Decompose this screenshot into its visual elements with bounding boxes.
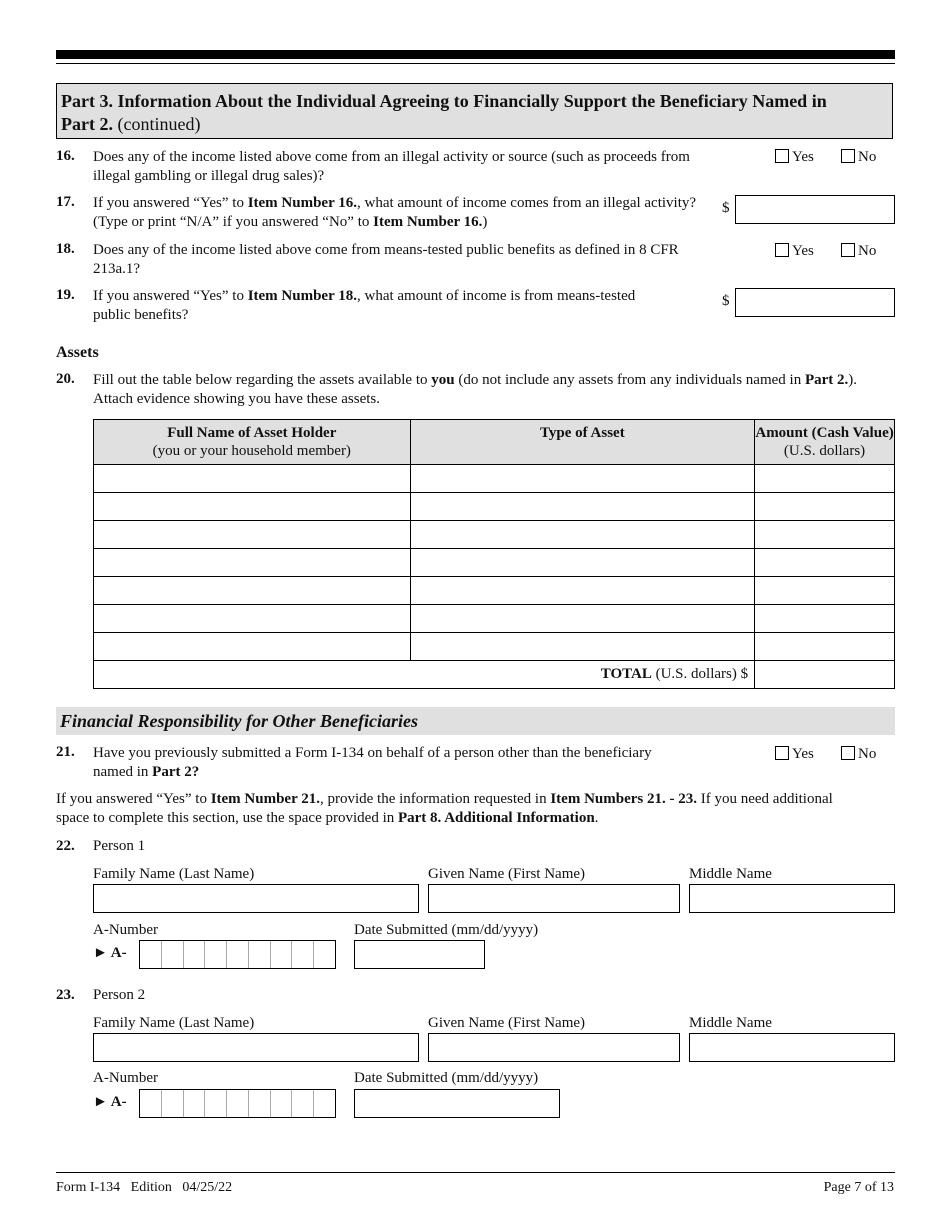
q18-no-checkbox[interactable] [841,243,876,260]
q20-text-c: ). [848,372,858,388]
p2-date-input[interactable] [354,1089,560,1118]
asset-amount-cell[interactable] [755,549,895,577]
q21-text-a: named in [93,764,153,780]
part-continued: (continued) [112,114,201,134]
asset-type-cell[interactable] [410,605,755,633]
note-h: . [594,810,599,826]
q20-text-b: (do not include any assets from any individuals named in [454,372,805,388]
table-row [94,577,895,605]
q19-number: 19. [56,287,75,303]
part-header [56,83,893,139]
col-asset-holder-title: Full Name of Asset Holder [167,425,337,441]
p1-family-name-input[interactable] [93,884,419,913]
digit-box[interactable] [162,941,184,968]
footer-rule [56,1172,895,1173]
p1-middle-name-label: Middle Name [689,866,772,882]
q20-text [93,371,903,409]
q18-line1: Does any of the income listed above come from means-tested public benefits as defined in 8 CFR [93,242,679,258]
p2-given-name-label: Given Name (First Name) [428,1015,586,1031]
table-row [94,549,895,577]
q22-label: Person 1 [93,838,146,854]
digit-box[interactable] [249,941,271,968]
top-rule-thin [56,63,895,64]
q21-yes-checkbox[interactable] [775,746,814,763]
q21-ref: Part 2? [152,764,200,780]
q16-yes-checkbox[interactable] [775,149,814,166]
digit-box[interactable] [314,941,335,968]
asset-amount-cell[interactable] [755,577,895,605]
col-asset-amount-title: Amount (Cash Value) [755,425,894,441]
note-e: If you need additional [697,791,833,807]
assets-total-input[interactable] [755,661,895,689]
q18-number: 18. [56,241,75,257]
note-g: Part 8. Additional Information [397,810,595,826]
footer-form-edition: Form I-134 Edition 04/25/22 [56,1180,233,1195]
q17-ref-b: Item Number 16. [373,214,483,230]
q17-ref-a: Item Number 16. [247,195,357,211]
p1-family-name-label: Family Name (Last Name) [93,866,255,882]
digit-box[interactable] [292,1090,314,1117]
p1-date-input[interactable] [354,940,485,969]
part-title: Part 3. Information About the Individual Agreeing to Financially Support the Beneficiary Named in [61,91,827,111]
q18-line2: 213a.1? [93,261,141,277]
other-beneficiaries-heading: Financial Responsibility for Other Beneficiaries [56,707,895,735]
q16-text [93,148,723,186]
q20-line2: Attach evidence showing you have these assets. [93,391,380,407]
q21-number: 21. [56,744,75,760]
no-label: No [858,243,877,259]
yes-label: Yes [792,746,814,762]
checkbox-box[interactable] [841,243,855,257]
asset-holder-cell[interactable] [94,465,411,493]
asset-holder-cell[interactable] [94,633,411,661]
q19-line2: public benefits? [93,307,189,323]
q16-line2: illegal gambling or illegal drug sales)? [93,168,325,184]
checkbox-box[interactable] [841,746,855,760]
asset-type-cell[interactable] [410,633,755,661]
asset-holder-cell[interactable] [94,577,411,605]
p2-middle-name-input[interactable] [689,1033,895,1062]
col-asset-type-title: Type of Asset [539,425,625,441]
digit-box[interactable] [162,1090,184,1117]
q20-bold-you: you [431,372,455,388]
q20-number: 20. [56,371,75,387]
assets-table-header [94,420,895,465]
q21-no-checkbox[interactable] [841,746,876,763]
q17-text-c: (Type or print “N/A” if you answered “No” to [93,214,374,230]
col-asset-holder-sub: (you or your household member) [152,443,351,459]
p1-a-prefix: ► A- [93,945,127,961]
q17-text-b: , what amount of income comes from an illegal activity? [356,195,697,211]
p2-date-label: Date Submitted (mm/dd/yyyy) [354,1070,539,1086]
q16-line1: Does any of the income listed above come from an illegal activity or source (such as proceeds from [93,149,690,165]
digit-box[interactable] [140,941,162,968]
no-label: No [858,746,877,762]
asset-type-cell[interactable] [410,465,755,493]
q17-dollar-sign: $ [722,200,730,216]
col-asset-amount-sub: (U.S. dollars) [783,443,866,459]
footer-page-number: Page 7 of 13 [823,1180,894,1195]
digit-box[interactable] [227,1090,249,1117]
q17-number: 17. [56,194,75,210]
p1-a-number-input[interactable] [139,940,336,969]
q17-text [93,194,723,232]
q22-number: 22. [56,838,75,854]
q18-yes-checkbox[interactable] [775,243,814,260]
asset-amount-cell[interactable] [755,493,895,521]
asset-type-cell[interactable] [410,549,755,577]
p2-middle-name-label: Middle Name [689,1015,772,1031]
no-label: No [858,149,877,165]
assets-table [93,419,895,689]
digit-box[interactable] [205,941,227,968]
p1-middle-name-input[interactable] [689,884,895,913]
table-row [94,633,895,661]
digit-box[interactable] [140,1090,162,1117]
q21-line1: Have you previously submitted a Form I-134 on behalf of a person other than the beneficiary [93,745,652,761]
q17-text-a: If you answered “Yes” to [93,195,248,211]
asset-holder-cell[interactable] [94,605,411,633]
digit-box[interactable] [271,941,293,968]
assets-heading: Assets [56,344,99,361]
asset-amount-cell[interactable] [755,465,895,493]
p1-a-number-label: A-Number [93,922,158,938]
q16-no-checkbox[interactable] [841,149,876,166]
p2-family-name-label: Family Name (Last Name) [93,1015,255,1031]
note-f: space to complete this section, use the space provided in [56,810,398,826]
digit-box[interactable] [314,1090,335,1117]
yes-label: Yes [792,149,814,165]
asset-holder-cell[interactable] [94,521,411,549]
table-row [94,493,895,521]
instruction-note [56,790,896,828]
digit-box[interactable] [205,1090,227,1117]
q20-ref: Part 2. [804,372,849,388]
digit-box[interactable] [292,941,314,968]
checkbox-box[interactable] [841,149,855,163]
col-asset-type [410,420,755,465]
asset-amount-cell[interactable] [755,605,895,633]
q18-text [93,241,723,279]
digit-box[interactable] [227,941,249,968]
asset-type-cell[interactable] [410,493,755,521]
q16-number: 16. [56,148,75,164]
table-row [94,605,895,633]
q20-text-a: Fill out the table below regarding the assets available to [93,372,432,388]
yes-label: Yes [792,243,814,259]
p2-given-name-input[interactable] [428,1033,680,1062]
p1-date-label: Date Submitted (mm/dd/yyyy) [354,922,539,938]
q19-dollar-sign: $ [722,293,730,309]
table-row [94,465,895,493]
total-bold: TOTAL [600,666,652,682]
total-rest: (U.S. dollars) $ [651,666,749,682]
q23-label: Person 2 [93,987,146,1003]
top-rule-thick [56,50,895,59]
q23-number: 23. [56,987,75,1003]
digit-box[interactable] [271,1090,293,1117]
asset-holder-cell[interactable] [94,493,411,521]
table-row [94,521,895,549]
assets-total-label [94,661,755,689]
digit-box[interactable] [249,1090,271,1117]
assets-total-row [94,661,895,689]
asset-type-cell[interactable] [410,521,755,549]
checkbox-box[interactable] [775,746,789,760]
note-d: Item Numbers 21. - 23. [550,791,697,807]
p1-given-name-input[interactable] [428,884,680,913]
q17-text-d: ) [482,214,488,230]
p1-given-name-label: Given Name (First Name) [428,866,586,882]
p2-a-prefix: ► A- [93,1094,127,1110]
part-title-ref: Part 2. [61,114,113,134]
col-asset-amount [755,420,895,465]
q19-text-a: If you answered “Yes” to [93,288,248,304]
p2-family-name-input[interactable] [93,1033,419,1062]
asset-type-cell[interactable] [410,577,755,605]
p2-a-number-label: A-Number [93,1070,158,1086]
note-c: , provide the information requested in [319,791,551,807]
q19-ref: Item Number 18. [247,288,357,304]
checkbox-box[interactable] [775,243,789,257]
q17-amount-input[interactable] [735,195,895,224]
q21-text [93,744,723,782]
p2-a-number-input[interactable] [139,1089,336,1118]
q19-amount-input[interactable] [735,288,895,317]
q19-text-b: , what amount of income is from means-tested [356,288,636,304]
note-a: If you answered “Yes” to [56,791,211,807]
checkbox-box[interactable] [775,149,789,163]
asset-amount-cell[interactable] [755,633,895,661]
asset-holder-cell[interactable] [94,549,411,577]
asset-amount-cell[interactable] [755,521,895,549]
q19-text [93,287,713,325]
col-asset-holder [94,420,411,465]
note-b: Item Number 21. [210,791,320,807]
digit-box[interactable] [184,941,206,968]
digit-box[interactable] [184,1090,206,1117]
